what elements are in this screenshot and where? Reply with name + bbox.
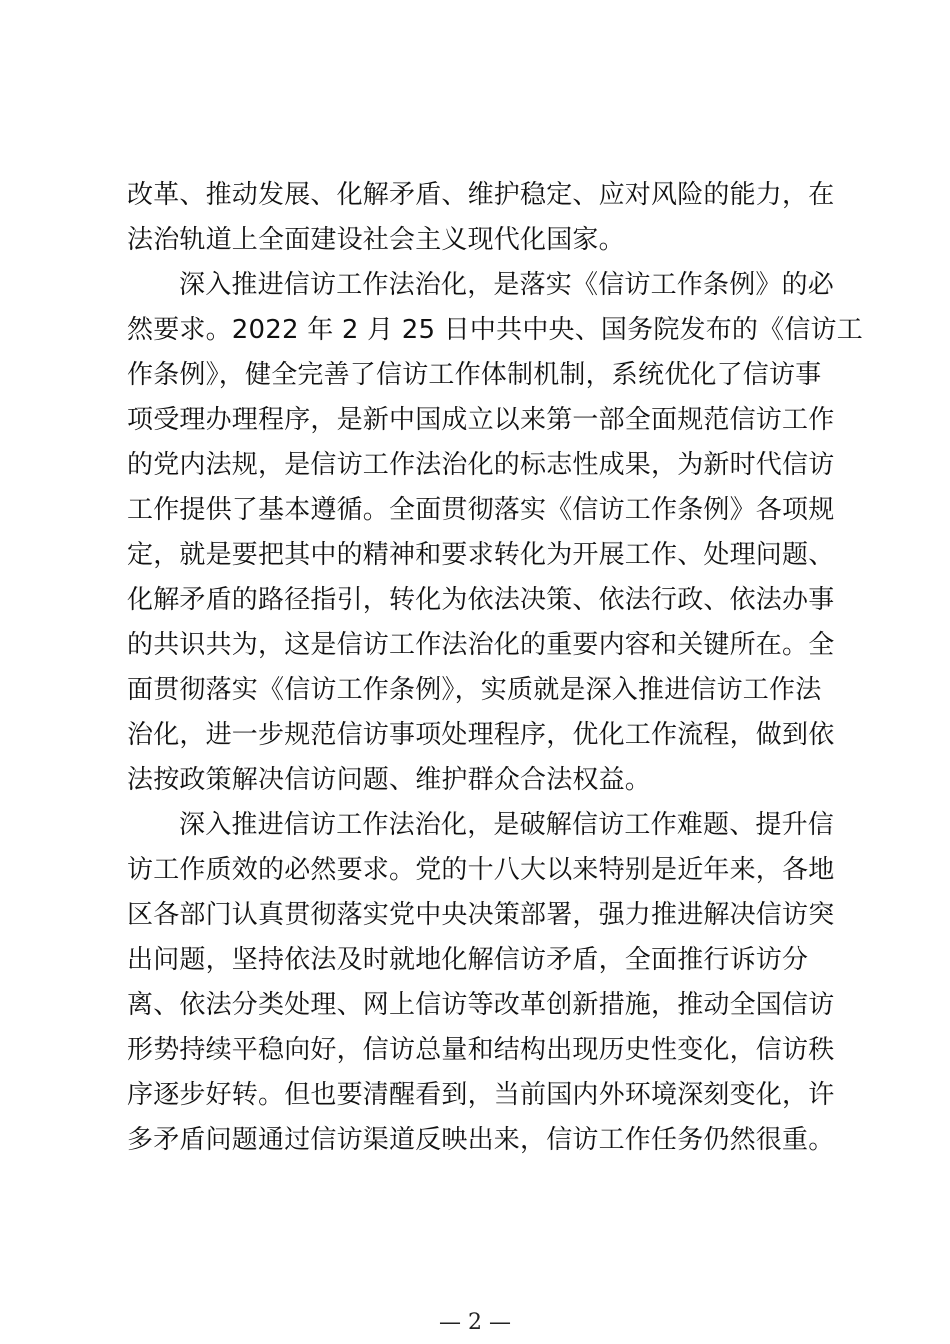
text-line: 项受理办理程序，是新中国成立以来第一部全面规范信访工作 bbox=[127, 405, 835, 435]
text-line: 治化，进一步规范信访事项处理程序，优化工作流程，做到依 bbox=[127, 720, 835, 750]
text-line: 访工作质效的必然要求。党的十八大以来特别是近年来，各地 bbox=[127, 855, 835, 885]
text-line: 离、依法分类处理、网上信访等改革创新措施，推动全国信访 bbox=[127, 990, 835, 1020]
text-line: 形势持续平稳向好，信访总量和结构出现历史性变化，信访秩 bbox=[127, 1035, 835, 1065]
text-line: 的党内法规，是信访工作法治化的标志性成果，为新时代信访 bbox=[127, 450, 835, 480]
text-line: 然要求。2022 年 2 月 25 日中共中央、国务院发布的《信访工 bbox=[127, 315, 863, 345]
text-line: 出问题，坚持依法及时就地化解信访矛盾，全面推行诉访分 bbox=[127, 945, 809, 975]
text-line: 面贯彻落实《信访工作条例》，实质就是深入推进信访工作法 bbox=[127, 675, 822, 705]
text-line: 定，就是要把其中的精神和要求转化为开展工作、处理问题、 bbox=[127, 540, 835, 570]
text-line: 工作提供了基本遵循。全面贯彻落实《信访工作条例》各项规 bbox=[127, 495, 835, 525]
text-line: 改革、推动发展、化解矛盾、维护稳定、应对风险的能力，在 bbox=[127, 180, 835, 210]
text-line: 法治轨道上全面建设社会主义现代化国家。 bbox=[127, 225, 625, 255]
paragraph-first-line: 深入推进信访工作法治化，是落实《信访工作条例》的必 bbox=[179, 270, 835, 300]
text-line: 法按政策解决信访问题、维护群众合法权益。 bbox=[127, 765, 652, 795]
page-number: — 2 — bbox=[439, 1310, 511, 1335]
text-line: 作条例》，健全完善了信访工作体制机制，系统优化了信访事 bbox=[127, 360, 822, 390]
text-line: 多矛盾问题通过信访渠道反映出来，信访工作任务仍然很重。 bbox=[127, 1125, 835, 1155]
text-line: 的共识共为，这是信访工作法治化的重要内容和关键所在。全 bbox=[127, 630, 835, 660]
text-line: 化解矛盾的路径指引，转化为依法决策、依法行政、依法办事 bbox=[127, 585, 835, 615]
text-line: 区各部门认真贯彻落实党中央决策部署，强力推进解决信访突 bbox=[127, 900, 835, 930]
text-line: 序逐步好转。但也要清醒看到，当前国内外环境深刻变化，许 bbox=[127, 1080, 835, 1110]
paragraph-first-line: 深入推进信访工作法治化，是破解信访工作难题、提升信 bbox=[179, 810, 835, 840]
